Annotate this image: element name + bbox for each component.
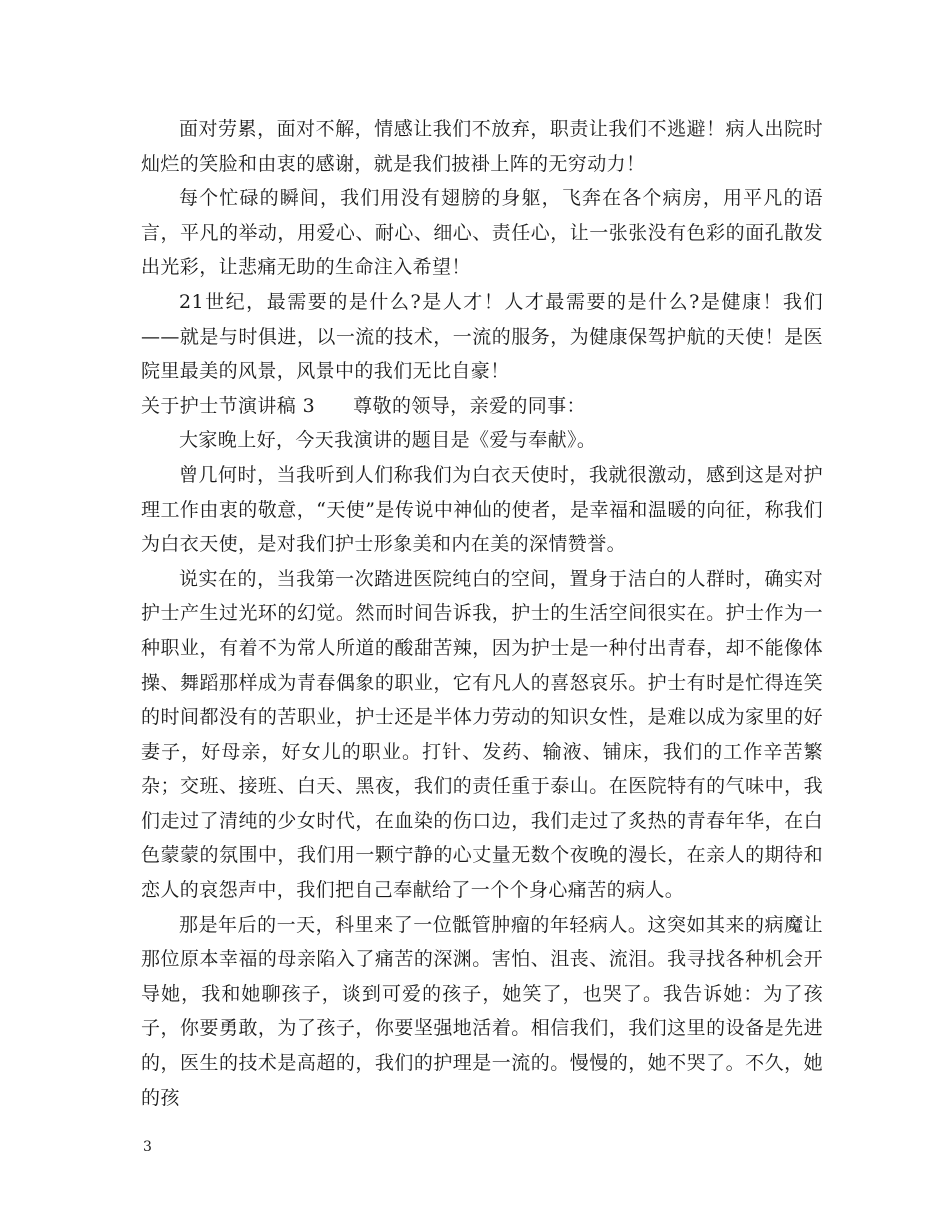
section-title: 关于护士节演讲稿 3 bbox=[141, 394, 316, 417]
paragraph: 曾几何时，当我听到人们称我们为白衣天使时，我就很激动，感到这是对护理工作由衷的敬意，“天使”是传说中神仙的使者，是幸福和温暖的向征，称我们为白衣天使，是对我们护士形象美和内在美的深情赞誉。 bbox=[141, 463, 823, 556]
paragraph: 21世纪，最需要的是什么?是人才！人才最需要的是什么?是健康！我们——就是与时俱进，以一流的技术，一流的服务，为健康保驾护航的天使！是医院里最美的风景，风景中的我们无比自豪！ bbox=[141, 290, 823, 383]
paragraph: 说实在的，当我第一次踏进医院纯白的空间，置身于洁白的人群时，确实对护士产生过光环的幻觉。然而时间告诉我，护士的生活空间很实在。护士作为一种职业，有着不为常人所道的酸甜苦辣，因为护士是一种付出青春，却不能像体操、舞蹈那样成为青春偶象的职业，它有凡人的喜怒哀乐。护士有时是忙得连笑的时间都没有的苦职业，护士还是半体力劳动的知识女性，是难以成为家里的好妻子，好母亲，好女儿的职业。打针、发药、输液、铺床，我们的工作辛苦繁杂；交班、接班、白天、黑夜，我们的责任重于泰山。在医院特有的气味中，我们走过了清纯的少女时代，在血染的伤口边，我们走过了炙热的青春年华，在白色蒙蒙的氛围中，我们用一颗宁静的心丈量无数个夜晚的漫长，在亲人的期待和恋人的哀怨声中，我们把自己奉献给了一个个身心痛苦的病人。 bbox=[141, 567, 823, 902]
section-heading-line bbox=[141, 389, 823, 424]
page-number: 3 bbox=[143, 1139, 152, 1155]
greeting: 尊敬的领导，亲爱的同事： bbox=[353, 394, 586, 417]
paragraph: 大家晚上好，今天我演讲的题目是《爱与奉献》。 bbox=[179, 429, 597, 452]
paragraph: 每个忙碌的瞬间，我们用没有翅膀的身躯，飞奔在各个病房，用平凡的语言，平凡的举动，用爱心、耐心、细心、责任心，让一张张没有色彩的面孔散发出光彩，让悲痛无助的生命注入希望！ bbox=[141, 187, 823, 279]
document-body bbox=[141, 112, 823, 1115]
paragraph: 面对劳累，面对不解，情感让我们不放弃，职责让我们不逃避！病人出院时灿烂的笑脸和由衷的感谢，就是我们披褂上阵的无穷动力！ bbox=[141, 118, 823, 175]
paragraph: 那是年后的一天，科里来了一位骶管肿瘤的年轻病人。这突如其来的病魔让那位原本幸福的母亲陷入了痛苦的深渊。害怕、沮丧、流泪。我寻找各种机会开导她，我和她聊孩子，谈到可爱的孩子，她笑了，也哭了。我告诉她：为了孩子，你要勇敢，为了孩子，你要坚强地活着。相信我们，我们这里的设备是先进的，医生的技术是高超的，我们的护理是一流的。慢慢的，她不哭了。不久，她的孩 bbox=[141, 913, 823, 1109]
